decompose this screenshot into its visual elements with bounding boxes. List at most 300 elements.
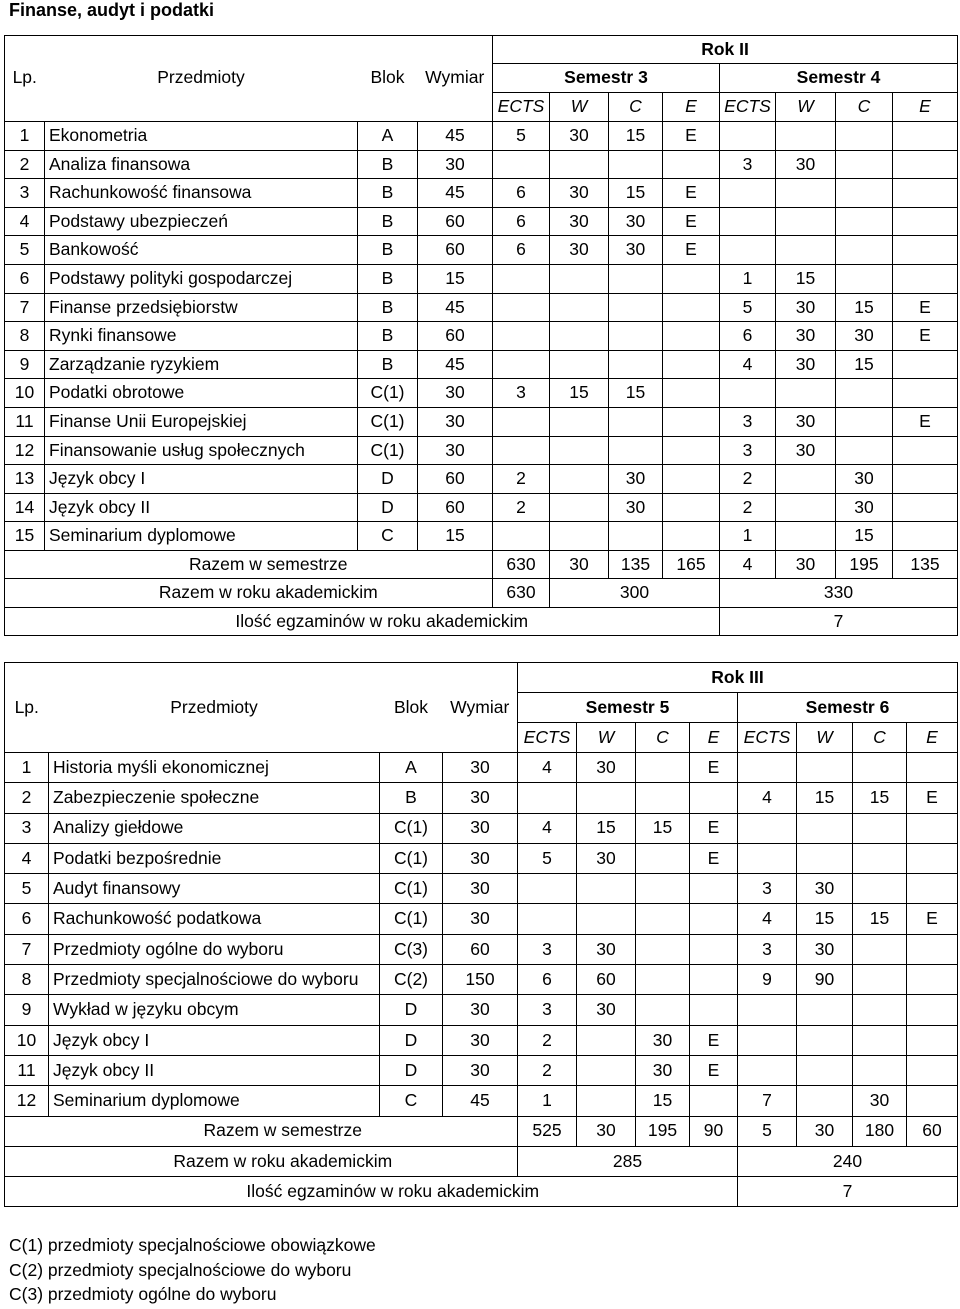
cell-hours: 30 — [418, 379, 493, 408]
cell-lp: 5 — [5, 874, 49, 904]
cell-hours: 15 — [418, 522, 493, 551]
cell-sem-b-ects — [738, 995, 797, 1025]
cell-lp: 10 — [5, 379, 45, 408]
cell-subject: Zabezpieczenie społeczne — [49, 783, 380, 813]
cell-sem-a-e — [690, 934, 738, 964]
cell-sem-a-c: 15 — [609, 122, 663, 151]
cell-sem-a-w: 30 — [550, 122, 609, 151]
cell-sem-a-c: 30 — [609, 465, 663, 494]
cell-block: C(1) — [380, 874, 443, 904]
cell-hours: 30 — [443, 1055, 518, 1085]
cell-hours: 15 — [418, 264, 493, 293]
cell-sem-a-c — [609, 436, 663, 465]
cell-sem-b-e — [893, 379, 958, 408]
cell-sem-b-c — [836, 264, 893, 293]
cell-hours: 60 — [418, 465, 493, 494]
cell-sem-a-e: E — [690, 1055, 738, 1085]
cell-block: C(1) — [358, 436, 418, 465]
cell-sem-b-w: 30 — [797, 934, 853, 964]
cell-subject: Analizy giełdowe — [49, 813, 380, 843]
cell-block: B — [358, 350, 418, 379]
cell-sem-b-ects: 3 — [720, 407, 776, 436]
cell-lp: 1 — [5, 753, 49, 783]
cell-sem-b-e — [907, 753, 958, 783]
cell-sem-b-ects — [738, 813, 797, 843]
cell-sem-b-ects — [738, 1025, 797, 1055]
subheader-e: E — [907, 723, 958, 753]
table-row — [5, 522, 958, 551]
table-row — [5, 236, 958, 265]
cell-sem-b-c — [836, 236, 893, 265]
cell-sem-b-w: 30 — [776, 322, 836, 351]
cell-block: C(1) — [380, 843, 443, 873]
cell-sem-b-e — [907, 934, 958, 964]
cell-sem-b-c: 30 — [836, 322, 893, 351]
exams-count-label: Ilość egzaminów w roku akademickim — [45, 607, 720, 636]
year-total-value: 285 — [518, 1146, 738, 1176]
cell-sem-b-e — [893, 522, 958, 551]
legend-item: C(1) przedmioty specjalnościowe obowiązkowe — [9, 1235, 376, 1255]
cell-sem-b-c — [853, 1055, 907, 1085]
cell-sem-a-e — [690, 874, 738, 904]
cell-sem-a-w: 60 — [577, 965, 636, 995]
column-header-lp: Lp. — [5, 64, 45, 93]
cell-sem-a-ects: 4 — [518, 753, 577, 783]
cell-block: B — [358, 179, 418, 208]
cell-sem-b-e: E — [907, 783, 958, 813]
cell-block: B — [358, 293, 418, 322]
cell-subject: Seminarium dyplomowe — [49, 1086, 380, 1116]
cell-sem-a-e — [663, 350, 720, 379]
cell-lp: 7 — [5, 293, 45, 322]
cell-sem-b-e — [907, 874, 958, 904]
table-row — [5, 179, 958, 208]
cell-sem-b-c: 15 — [836, 293, 893, 322]
cell-sem-a-w — [550, 465, 609, 494]
cell-sem-b-ects — [720, 236, 776, 265]
cell-subject: Podstawy ubezpieczeń — [45, 207, 358, 236]
cell-sem-b-w — [776, 179, 836, 208]
cell-sem-a-e: E — [663, 207, 720, 236]
cell-sem-b-c — [853, 813, 907, 843]
cell-block: C(1) — [358, 407, 418, 436]
cell-block: D — [380, 1025, 443, 1055]
cell-sem-a-w — [577, 874, 636, 904]
cell-block: B — [358, 236, 418, 265]
cell-sem-b-e — [893, 207, 958, 236]
cell-sem-a-e: E — [690, 843, 738, 873]
cell-sem-b-w — [797, 1025, 853, 1055]
cell-lp: 3 — [5, 813, 49, 843]
semester-total-value: 135 — [893, 550, 958, 579]
cell-subject: Rachunkowość podatkowa — [49, 904, 380, 934]
cell-sem-a-ects: 3 — [518, 995, 577, 1025]
cell-sem-b-w: 15 — [776, 264, 836, 293]
cell-sem-a-w — [550, 150, 609, 179]
cell-sem-b-c — [853, 753, 907, 783]
cell-sem-b-e — [893, 264, 958, 293]
semester-total-value: 30 — [797, 1116, 853, 1146]
cell-subject: Język obcy II — [45, 493, 358, 522]
cell-sem-b-e — [893, 150, 958, 179]
cell-lp: 4 — [5, 843, 49, 873]
cell-block: C(1) — [358, 379, 418, 408]
cell-sem-b-c — [853, 995, 907, 1025]
cell-subject: Finanse przedsiębiorstw — [45, 293, 358, 322]
column-header-lp: Lp. — [5, 693, 49, 723]
cell-sem-a-w: 30 — [577, 753, 636, 783]
cell-hours: 45 — [418, 350, 493, 379]
cell-hours: 45 — [418, 122, 493, 151]
cell-sem-a-w — [577, 1025, 636, 1055]
cell-sem-a-c — [609, 264, 663, 293]
cell-subject: Seminarium dyplomowe — [45, 522, 358, 551]
cell-sem-a-c — [636, 874, 690, 904]
cell-sem-b-ects — [720, 207, 776, 236]
cell-lp: 6 — [5, 264, 45, 293]
cell-sem-a-e — [663, 322, 720, 351]
cell-block: D — [380, 995, 443, 1025]
cell-sem-a-e — [690, 904, 738, 934]
cell-subject: Ekonometria — [45, 122, 358, 151]
column-header-subject: Przedmioty — [157, 67, 245, 88]
cell-subject: Podstawy polityki gospodarczej — [45, 264, 358, 293]
cell-sem-a-w: 30 — [577, 843, 636, 873]
cell-sem-a-c — [609, 322, 663, 351]
cell-sem-b-w: 90 — [797, 965, 853, 995]
cell-sem-a-ects: 6 — [493, 236, 550, 265]
semester-total-value: 180 — [853, 1116, 907, 1146]
cell-sem-a-ects: 5 — [493, 122, 550, 151]
cell-sem-a-w — [577, 904, 636, 934]
cell-sem-b-ects — [738, 753, 797, 783]
cell-sem-a-e — [663, 436, 720, 465]
cell-sem-b-w: 30 — [776, 350, 836, 379]
cell-sem-b-ects: 1 — [720, 522, 776, 551]
cell-hours: 45 — [443, 1086, 518, 1116]
cell-sem-b-ects: 1 — [720, 264, 776, 293]
cell-sem-b-ects — [738, 843, 797, 873]
cell-subject: Historia myśli ekonomicznej — [49, 753, 380, 783]
cell-sem-b-e — [907, 1055, 958, 1085]
cell-sem-a-c: 15 — [636, 813, 690, 843]
cell-sem-b-e: E — [907, 904, 958, 934]
cell-sem-a-e — [663, 465, 720, 494]
cell-sem-a-c — [636, 753, 690, 783]
cell-sem-a-c: 30 — [609, 236, 663, 265]
year-total-label: Razem w roku akademickim — [45, 579, 493, 608]
cell-sem-a-ects — [493, 322, 550, 351]
cell-sem-b-w — [776, 522, 836, 551]
cell-sem-a-ects — [493, 522, 550, 551]
subheader-ects: ECTS — [720, 93, 776, 122]
semester-total-label: Razem w semestrze — [45, 550, 493, 579]
table-row — [5, 407, 958, 436]
cell-sem-b-w — [776, 236, 836, 265]
cell-sem-a-w — [550, 493, 609, 522]
cell-sem-a-w: 15 — [577, 813, 636, 843]
cell-sem-b-e — [893, 493, 958, 522]
cell-sem-b-e — [893, 179, 958, 208]
subheader-ects: ECTS — [738, 723, 797, 753]
cell-sem-a-c — [609, 350, 663, 379]
cell-block: A — [380, 753, 443, 783]
cell-sem-b-w — [776, 465, 836, 494]
cell-block: D — [358, 493, 418, 522]
subheader-ects: ECTS — [518, 723, 577, 753]
legend-item: C(2) przedmioty specjalnościowe do wyboru — [9, 1259, 352, 1280]
cell-sem-a-e — [663, 293, 720, 322]
cell-lp: 14 — [5, 493, 45, 522]
cell-subject: Język obcy I — [45, 465, 358, 494]
cell-sem-b-c: 30 — [836, 465, 893, 494]
cell-lp: 12 — [5, 436, 45, 465]
cell-sem-a-w: 15 — [550, 379, 609, 408]
cell-lp: 4 — [5, 207, 45, 236]
exams-count-label: Ilość egzaminów w roku akademickim — [49, 1177, 738, 1207]
cell-block: B — [380, 783, 443, 813]
cell-sem-b-w — [797, 1086, 853, 1116]
cell-sem-a-e — [663, 407, 720, 436]
cell-sem-b-w — [776, 493, 836, 522]
cell-sem-b-c — [853, 965, 907, 995]
cell-sem-a-c — [609, 293, 663, 322]
cell-sem-a-ects: 2 — [518, 1025, 577, 1055]
year-total-label: Razem w roku akademickim — [49, 1146, 518, 1176]
cell-sem-b-e — [907, 843, 958, 873]
cell-sem-b-ects: 3 — [720, 436, 776, 465]
cell-subject: Zarządzanie ryzykiem — [45, 350, 358, 379]
year-header: Rok II — [493, 36, 958, 64]
table-row — [5, 465, 958, 494]
cell-sem-a-e — [663, 264, 720, 293]
cell-sem-b-ects: 9 — [738, 965, 797, 995]
subheader-w: W — [797, 723, 853, 753]
table-row — [5, 874, 958, 904]
cell-sem-b-e — [907, 813, 958, 843]
cell-sem-b-c — [836, 150, 893, 179]
cell-lp: 3 — [5, 179, 45, 208]
cell-sem-a-ects: 1 — [518, 1086, 577, 1116]
cell-lp: 15 — [5, 522, 45, 551]
cell-sem-a-ects — [493, 436, 550, 465]
cell-sem-b-ects: 3 — [738, 874, 797, 904]
cell-sem-b-w — [797, 753, 853, 783]
cell-sem-b-w: 30 — [797, 874, 853, 904]
table-row — [5, 493, 958, 522]
cell-sem-b-w — [797, 843, 853, 873]
cell-hours: 60 — [418, 236, 493, 265]
table-row — [5, 965, 958, 995]
subheader-c: C — [609, 93, 663, 122]
cell-sem-b-ects: 3 — [738, 934, 797, 964]
cell-block: C(3) — [380, 934, 443, 964]
cell-lp: 7 — [5, 934, 49, 964]
cell-sem-a-e — [663, 150, 720, 179]
cell-sem-a-c: 15 — [636, 1086, 690, 1116]
cell-sem-a-ects: 6 — [518, 965, 577, 995]
cell-lp: 12 — [5, 1086, 49, 1116]
cell-sem-b-c — [853, 934, 907, 964]
cell-sem-a-w — [550, 522, 609, 551]
subheader-c: C — [853, 723, 907, 753]
cell-sem-a-ects: 6 — [493, 179, 550, 208]
semester-total-label: Razem w semestrze — [49, 1116, 518, 1146]
cell-sem-a-e — [690, 783, 738, 813]
cell-sem-a-c — [636, 995, 690, 1025]
year-total-value: 240 — [738, 1146, 958, 1176]
cell-sem-b-c — [836, 122, 893, 151]
cell-sem-b-e — [893, 465, 958, 494]
cell-sem-a-ects — [493, 407, 550, 436]
cell-sem-a-w — [550, 322, 609, 351]
cell-lp: 9 — [5, 995, 49, 1025]
cell-subject: Przedmioty ogólne do wyboru — [49, 934, 380, 964]
table-row — [5, 995, 958, 1025]
cell-sem-b-e — [907, 965, 958, 995]
cell-sem-a-ects: 2 — [518, 1055, 577, 1085]
cell-sem-a-w — [550, 407, 609, 436]
cell-sem-b-c — [836, 407, 893, 436]
cell-sem-a-ects — [493, 150, 550, 179]
cell-sem-a-ects: 2 — [493, 465, 550, 494]
cell-sem-b-e — [893, 236, 958, 265]
cell-sem-b-c: 30 — [853, 1086, 907, 1116]
cell-sem-b-ects — [720, 379, 776, 408]
cell-hours: 30 — [443, 995, 518, 1025]
cell-sem-b-ects: 4 — [738, 783, 797, 813]
cell-sem-a-c — [636, 843, 690, 873]
cell-hours: 60 — [418, 207, 493, 236]
cell-subject: Finanse Unii Europejskiej — [45, 407, 358, 436]
cell-sem-a-ects: 2 — [493, 493, 550, 522]
cell-sem-b-w — [797, 995, 853, 1025]
cell-sem-a-e — [663, 493, 720, 522]
semester-total-value: 4 — [720, 550, 776, 579]
cell-lp: 13 — [5, 465, 45, 494]
cell-sem-b-c: 15 — [836, 522, 893, 551]
subheader-c: C — [636, 723, 690, 753]
cell-lp: 1 — [5, 122, 45, 151]
cell-block: B — [358, 322, 418, 351]
cell-block: C(1) — [380, 904, 443, 934]
cell-sem-a-w — [577, 1086, 636, 1116]
column-header-hours: Wymiar — [443, 693, 518, 723]
cell-sem-b-w — [797, 813, 853, 843]
cell-sem-a-ects — [518, 874, 577, 904]
cell-hours: 30 — [443, 813, 518, 843]
subheader-ects: ECTS — [493, 93, 550, 122]
table-row — [5, 436, 958, 465]
cell-sem-b-c — [853, 874, 907, 904]
cell-sem-a-w: 30 — [550, 207, 609, 236]
cell-sem-a-ects: 5 — [518, 843, 577, 873]
cell-sem-a-w: 30 — [577, 934, 636, 964]
cell-sem-b-c — [836, 179, 893, 208]
cell-sem-a-c: 30 — [609, 493, 663, 522]
cell-sem-b-ects: 4 — [720, 350, 776, 379]
cell-sem-b-ects — [720, 179, 776, 208]
semester-header-b: Semestr 6 — [738, 693, 958, 723]
semester-total-value: 30 — [577, 1116, 636, 1146]
cell-sem-a-c — [609, 150, 663, 179]
subheader-w: W — [550, 93, 609, 122]
study-plan-table-year-2 — [4, 35, 958, 636]
cell-sem-b-w: 30 — [776, 293, 836, 322]
subheader-e: E — [893, 93, 958, 122]
cell-lp: 8 — [5, 965, 49, 995]
cell-subject: Rynki finansowe — [45, 322, 358, 351]
cell-sem-a-e — [663, 379, 720, 408]
semester-header-b: Semestr 4 — [720, 64, 958, 93]
table-row — [5, 783, 958, 813]
table-row — [5, 753, 958, 783]
semester-header-a: Semestr 3 — [493, 64, 720, 93]
cell-sem-b-w: 15 — [797, 904, 853, 934]
cell-sem-a-ects — [518, 783, 577, 813]
cell-sem-a-c — [636, 965, 690, 995]
cell-lp: 11 — [5, 407, 45, 436]
semester-total-value: 5 — [738, 1116, 797, 1146]
table-data-rows — [5, 753, 958, 1117]
cell-sem-a-ects — [493, 264, 550, 293]
cell-lp: 2 — [5, 783, 49, 813]
cell-sem-a-c: 15 — [609, 379, 663, 408]
cell-sem-a-c — [609, 407, 663, 436]
cell-sem-a-ects — [518, 904, 577, 934]
semester-total-value: 30 — [550, 550, 609, 579]
cell-sem-b-ects: 2 — [720, 465, 776, 494]
cell-sem-a-w — [550, 293, 609, 322]
cell-sem-b-w: 30 — [776, 436, 836, 465]
table-row — [5, 150, 958, 179]
cell-subject: Podatki bezpośrednie — [49, 843, 380, 873]
cell-sem-a-ects — [493, 293, 550, 322]
subheader-e: E — [690, 723, 738, 753]
cell-sem-a-ects: 6 — [493, 207, 550, 236]
cell-lp: 8 — [5, 322, 45, 351]
cell-subject: Język obcy I — [49, 1025, 380, 1055]
cell-sem-b-e — [893, 122, 958, 151]
cell-subject: Bankowość — [45, 236, 358, 265]
cell-block: D — [380, 1055, 443, 1085]
cell-sem-b-w: 30 — [776, 150, 836, 179]
subheader-w: W — [776, 93, 836, 122]
cell-subject: Język obcy II — [49, 1055, 380, 1085]
table-body — [5, 36, 958, 122]
semester-header-a: Semestr 5 — [518, 693, 738, 723]
cell-block: D — [358, 465, 418, 494]
cell-block: B — [358, 150, 418, 179]
cell-hours: 60 — [443, 934, 518, 964]
table-row — [5, 322, 958, 351]
table-row — [5, 379, 958, 408]
page-title: Finanse, audyt i podatki — [9, 0, 215, 20]
cell-subject: Analiza finansowa — [45, 150, 358, 179]
semester-total-value: 525 — [518, 1116, 577, 1146]
cell-sem-b-e: E — [893, 322, 958, 351]
cell-sem-a-c: 30 — [609, 207, 663, 236]
table-row — [5, 1025, 958, 1055]
cell-sem-a-w: 30 — [577, 995, 636, 1025]
table-row — [5, 350, 958, 379]
cell-sem-a-e: E — [663, 236, 720, 265]
subheader-c: C — [836, 93, 893, 122]
cell-subject: Przedmioty specjalnościowe do wyboru — [49, 965, 380, 995]
cell-sem-a-e — [663, 522, 720, 551]
semester-total-value: 165 — [663, 550, 720, 579]
cell-subject: Rachunkowość finansowa — [45, 179, 358, 208]
